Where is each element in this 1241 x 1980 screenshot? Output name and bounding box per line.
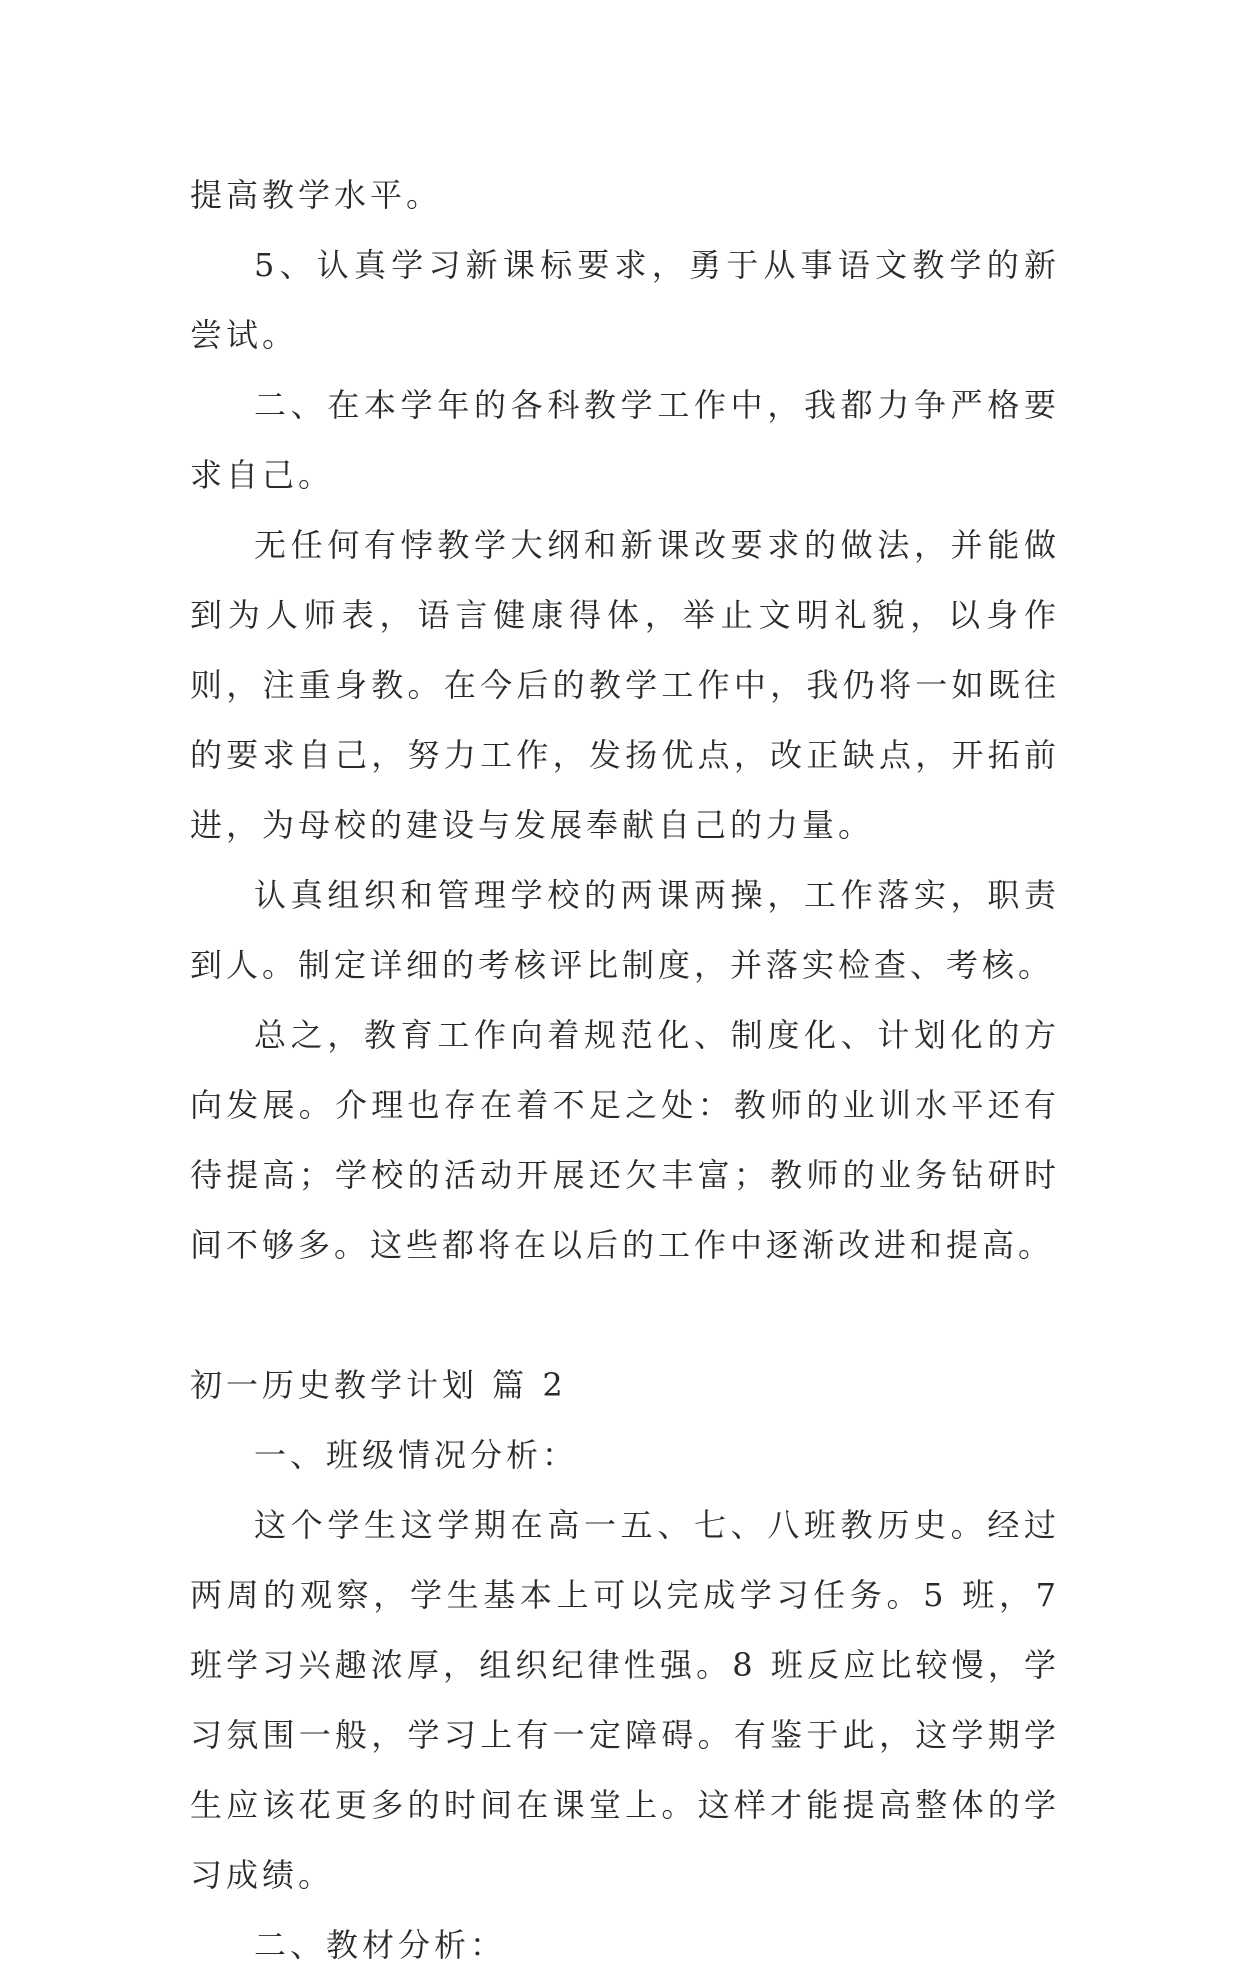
paragraph-management: 认真组织和管理学校的两课两操，工作落实，职责到人。制定详细的考核评比制度，并落实检查、考核。 [190,876,1060,984]
paragraph-continuation: 提高教学水平。 [190,176,443,214]
paragraph-conduct: 无任何有悖教学大纲和新课改要求的做法，并能做到为人师表，语言健康得体，举止文明礼貌，以身作则，注重身教。在今后的教学工作中，我仍将一如既往的要求自己，努力工作，发扬优点，改正缺点，开拓前进，为母校的建设与发展奉献自己的力量。 [190,526,1060,844]
paragraph-textbook-analysis-title: 二、教材分析： [254,1926,507,1964]
paragraph-class-analysis-title: 一、班级情况分析： [254,1436,579,1474]
paragraph-item-5: 5、认真学习新课标要求，勇于从事语文教学的新尝试。 [190,246,1060,354]
paragraph-summary: 总之，教育工作向着规范化、制度化、计划化的方向发展。介理也存在着不足之处：教师的业训水平还有待提高；学校的活动开展还欠丰富；教师的业务钻研时间不够多。这些都将在以后的工作中逐渐改进和提高。 [190,1016,1060,1264]
paragraph-section-two: 二、在本学年的各科教学工作中，我都力争严格要求自己。 [190,386,1060,494]
paragraph-class-analysis: 这个学生这学期在高一五、七、八班教历史。经过两周的观察，学生基本上可以完成学习任务。5 班，7 班学习兴趣浓厚，组织纪律性强。8 班反应比较慢，学习氛围一般，学习上有一定障碍。有鉴于此，这学期学生应该花更多的时间在课堂上。这样才能提高整体的学习成绩。 [190,1506,1060,1894]
section-heading: 初一历史教学计划 篇 2 [190,1366,567,1404]
document-body [190,160,1060,1980]
